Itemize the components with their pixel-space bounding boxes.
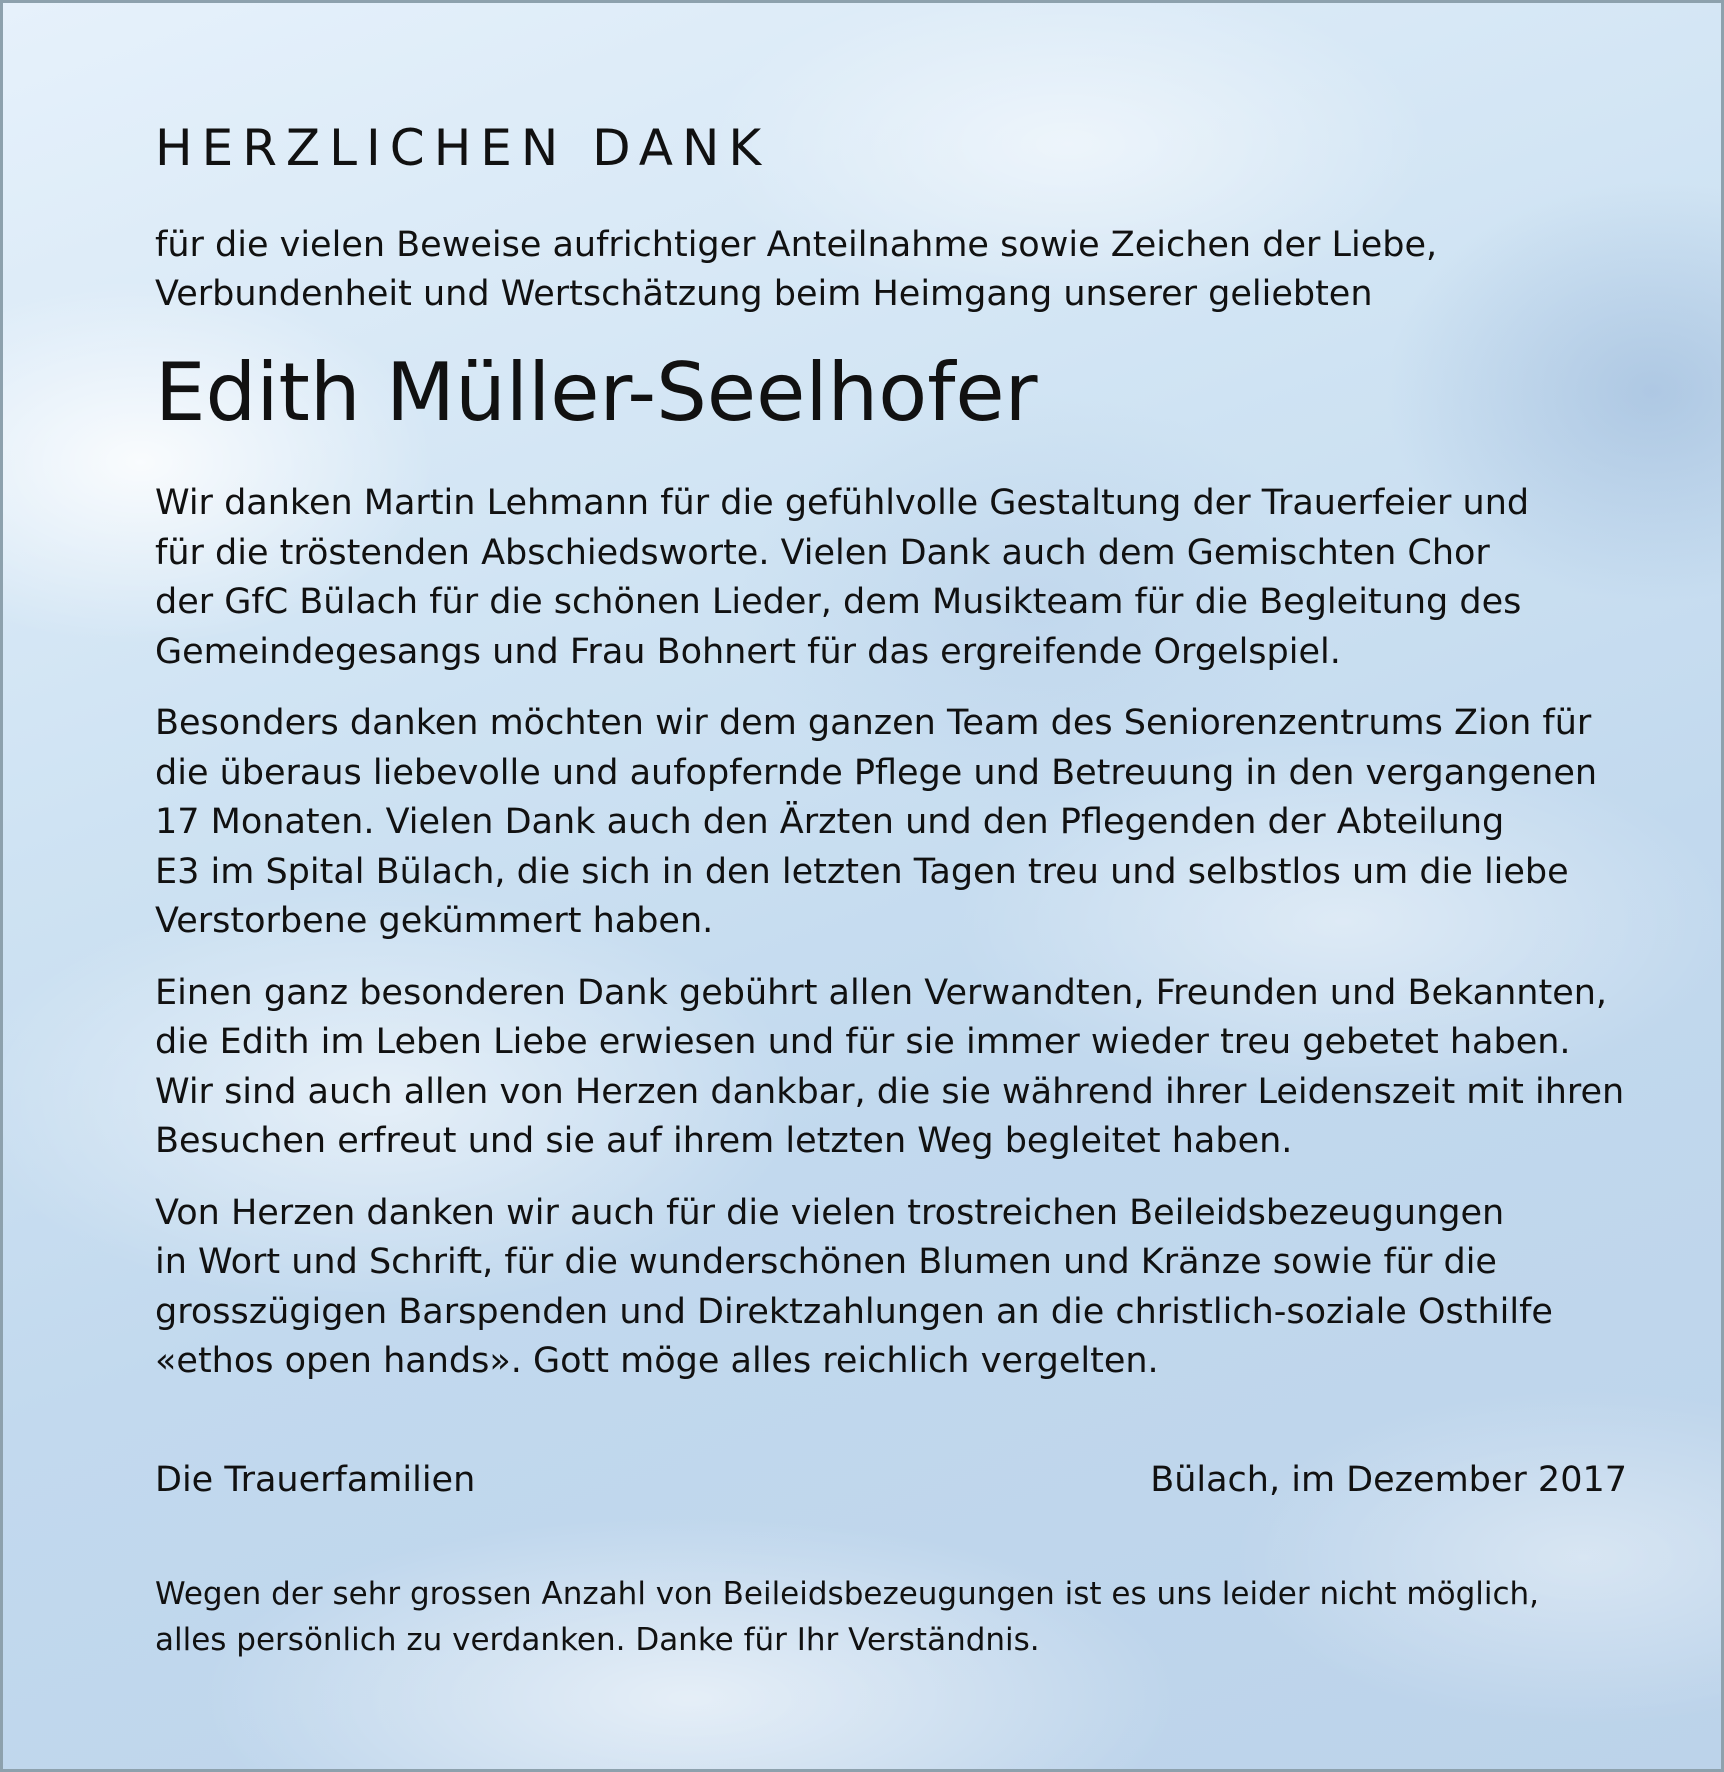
paragraph-line: «ethos open hands». Gott möge alles reichlich vergelten.	[155, 1341, 1159, 1381]
paragraph-line: Verstorbene gekümmert haben.	[155, 901, 714, 941]
footnote-line: alles persönlich zu verdanken. Danke für Ihr Verständnis.	[155, 1621, 1040, 1658]
deceased-name: Edith Müller-Seelhofer	[155, 346, 1038, 439]
thanks-paragraph-ceremony	[155, 479, 1655, 677]
footnote	[155, 1571, 1655, 1663]
paragraph-line: Wir danken Martin Lehmann für die gefühlvolle Gestaltung der Trauerfeier und	[155, 483, 1530, 523]
notice-content	[155, 119, 1655, 1694]
footnote-line: Wegen der sehr grossen Anzahl von Beileidsbezeugungen ist es uns leider nicht möglich,	[155, 1575, 1540, 1612]
signature-row	[155, 1455, 1627, 1505]
place-date: Bülach, im Dezember 2017	[1150, 1459, 1627, 1500]
intro-line: Verbundenheit und Wertschätzung beim Heimgang unserer geliebten	[155, 274, 1373, 314]
intro-line: für die vielen Beweise aufrichtiger Anteilnahme sowie Zeichen der Liebe,	[155, 225, 1438, 265]
paragraph-line: Von Herzen danken wir auch für die vielen trostreichen Beileidsbezeugungen	[155, 1192, 1505, 1233]
paragraph-line: die Edith im Leben Liebe erwiesen und für sie immer wieder treu gebetet haben.	[155, 1022, 1571, 1062]
thanks-paragraph-care	[155, 699, 1655, 947]
thanks-paragraph-family	[155, 969, 1655, 1167]
paragraph-line: Wir sind auch allen von Herzen dankbar, die sie während ihrer Leidenszeit mit ihren	[155, 1071, 1625, 1112]
paragraph-line: Gemeindegesangs und Frau Bohnert für das ergreifende Orgelspiel.	[155, 631, 1341, 672]
headline: HERZLICHEN DANK	[155, 119, 771, 177]
paragraph-line: Besuchen erfreut und sie auf ihrem letzten Weg begleitet haben.	[155, 1121, 1293, 1161]
paragraph-line: Besonders danken möchten wir dem ganzen Team des Seniorenzentrums Zion für	[155, 703, 1592, 743]
paragraph-line: grosszügigen Barspenden und Direktzahlungen an die christlich-soziale Osthilfe	[155, 1291, 1553, 1332]
paragraph-line: der GfC Bülach für die schönen Lieder, dem Musikteam für die Begleitung des	[155, 582, 1522, 622]
thanks-paragraph-condolences	[155, 1189, 1655, 1387]
paragraph-line: E3 im Spital Bülach, die sich in den letzten Tagen treu und selbstlos um die liebe	[155, 851, 1569, 892]
paragraph-line: in Wort und Schrift, für die wunderschönen Blumen und Kränze sowie für die	[155, 1242, 1497, 1282]
paragraph-line: Einen ganz besonderen Dank gebührt allen Verwandten, Freunden und Bekannten,	[155, 972, 1608, 1013]
paragraph-line: für die tröstenden Abschiedsworte. Vielen Dank auch dem Gemischten Chor	[155, 532, 1490, 573]
intro-text	[155, 221, 1655, 319]
paragraph-line: 17 Monaten. Vielen Dank auch den Ärzten und den Pflegenden der Abteilung	[155, 802, 1505, 842]
family-signature: Die Trauerfamilien	[155, 1459, 476, 1500]
paragraph-line: die überaus liebevolle und aufopfernde Pflege und Betreuung in den vergangenen	[155, 752, 1598, 793]
